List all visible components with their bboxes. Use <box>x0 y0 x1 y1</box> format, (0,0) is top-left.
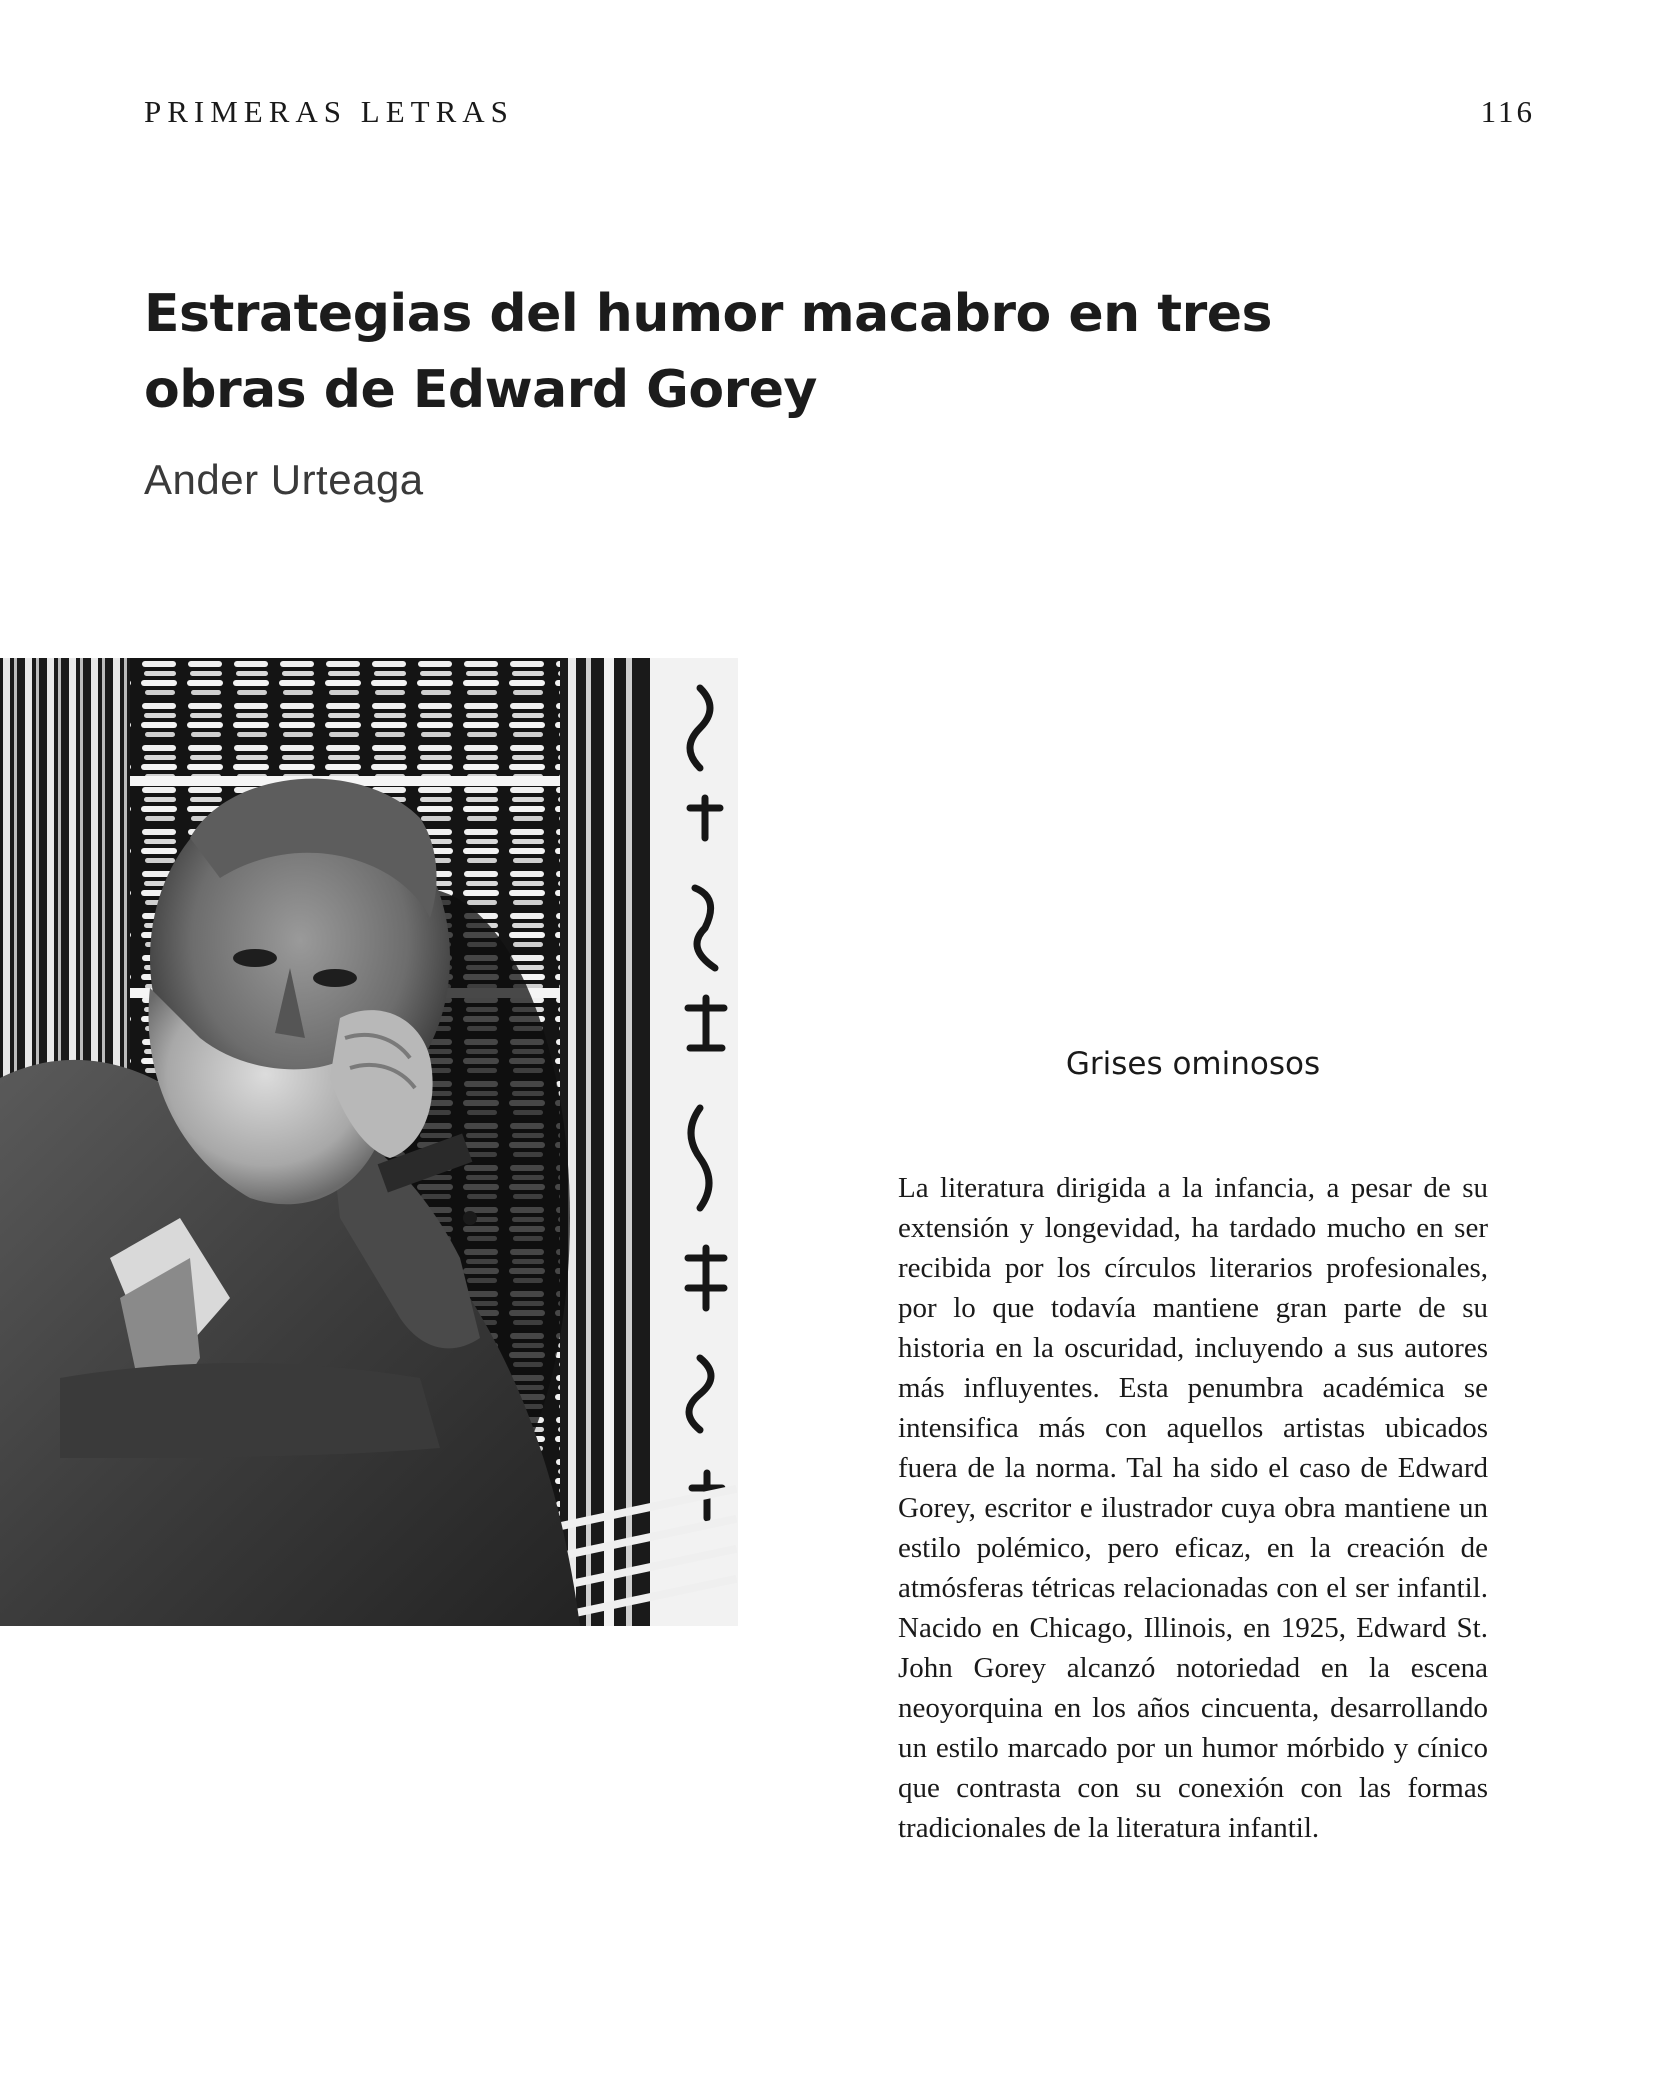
portrait-photo-icon <box>0 658 738 1626</box>
section-heading: Grises ominosos <box>1065 1046 1321 1082</box>
running-head: PRIMERAS LETRAS <box>144 94 514 129</box>
article-title-line-1: Estrategias del humor macabro en tres <box>144 284 1272 344</box>
author-portrait-photo <box>0 658 738 1626</box>
body-paragraph: La literatura dirigida a la infancia, a pesar de su extensión y longevidad, ha tardado mucho en ser recibida por los círculos literarios profesionales, por lo que todavía mantiene gran parte de su historia en la oscuridad, incluyendo a sus autores más influyentes. Esta penumbra académica se intensifica más con aquellos artistas ubicados fuera de la norma. Tal ha sido el caso de Edward Gorey, escritor e ilustrador cuya obra mantiene un estilo polémico, pero eficaz, en la creación de atmósferas tétricas relacionadas con el ser infantil. Nacido en Chicago, Illinois, en 1925, Edward St. John Gorey alcanzó notoriedad en la escena neoyorquina en los años cincuenta, desarrollando un estilo marcado por un humor mórbido y cínico que contrasta con su conexión con las formas tradicionales de la literatura infantil. <box>898 1172 1488 1844</box>
article-author: Ander Urteaga <box>144 456 424 503</box>
article-title-line-2: obras de Edward Gorey <box>144 360 817 420</box>
article-title <box>144 276 1444 428</box>
page-number: 116 <box>1480 94 1535 129</box>
